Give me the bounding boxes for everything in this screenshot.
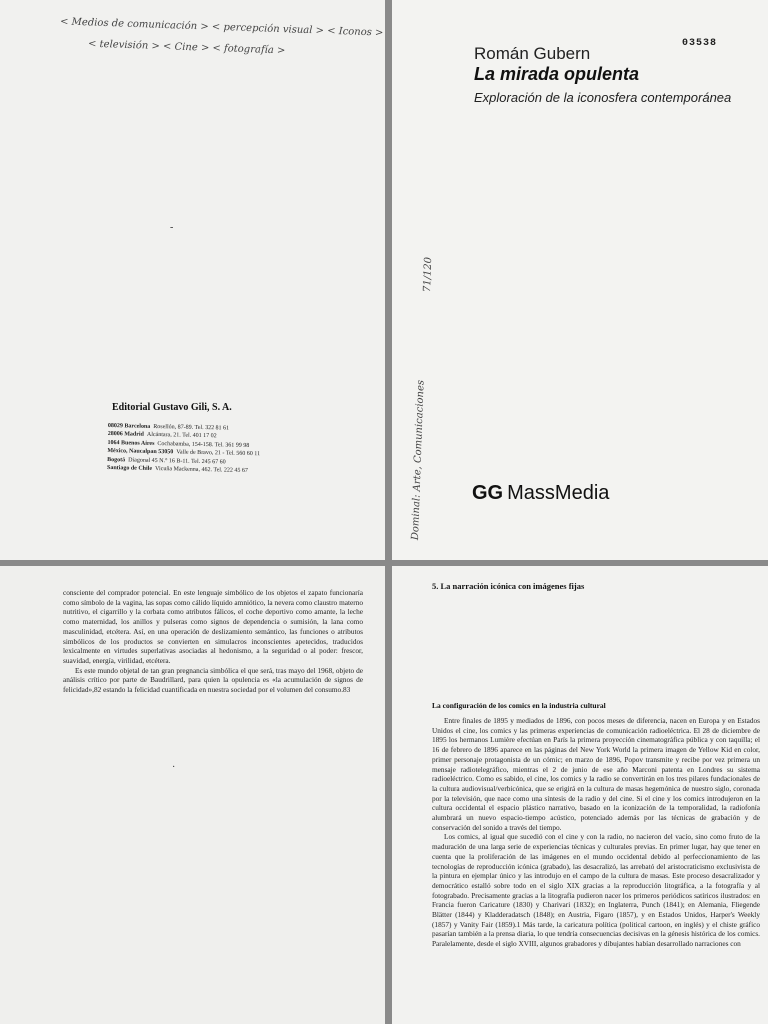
- series-brand: [472, 482, 609, 505]
- address-line: 28006 Madrid Alcántara, 21. Tel. 401 17 02: [107, 431, 217, 440]
- right-page-body: [432, 716, 760, 949]
- address-line: 1064 Buenos Aires Cochabamba, 154-158. Tel. 361 99 98: [107, 439, 250, 449]
- chapter-title: 5. La narración icónica con imágenes fijas: [432, 581, 585, 591]
- address-line: Santiago de Chile Vicuña Mackenna, 462. Tel. 222 45 67: [106, 465, 249, 474]
- paragraph: Los comics, al igual que sucedió con el cine y con la radio, no nacieron del vacío, sino como fruto de la maduración de una larga serie de experiencias técnicas y culturales previas. En primer lugar, hay que tener en cuenta que la proliferación de las imágenes en el mundo occidental debido al perfeccionamiento de las tecnologías de reproducción icónica (grabado), las desacralizó, las arrebató del aristocraticismo exclusivista de la pintura en ejemplar único y las introdujo en el campo de la cultura de masas. Este proceso desacralizador y democrático estalló sobre todo en el siglo XIX gracias a la reproducción litográfica, a la fotografía y al fotograbado. Precisamente gracias a la litografía pudieron nacer los primeros periódicos satíricos ilustrados: en Francia fueron Caricature (1830) y Charivari (1832); en Inglaterra, Punch (1841); en Alemania, Fliegende Blätter (1844) y Kladderadatsch (1848); en Austria, Figaro (1857), y en Estados Unidos, Harper's Weekly (1857) y Vanity Fair (1859).1 Más tarde, la caricatura política (political cartoon, en inglés) y el chiste gráfico pasarían también a la prensa diaria, lo que tendría consecuencias decisivas en la génesis histórica de los comics. Paralelamente, desde el siglo XVIII, algunos grabadores y dibujantes habían desarrollado narraciones con: [432, 832, 760, 949]
- handwritten-keywords-line2: < televisión > < Cine > < fotografía >: [87, 38, 286, 57]
- left-text-page: [0, 566, 385, 1024]
- book-title: La mirada opulenta: [474, 64, 640, 84]
- address-line: México, Naucalpan 53050 Valle de Bravo, 21 - Tel. 560 60 11: [107, 448, 261, 458]
- inside-cover-page: [0, 0, 385, 560]
- handwritten-keywords-line1: < Medios de comunicación > < percepción visual > < Iconos >: [59, 16, 384, 39]
- pen-mark: ·: [172, 762, 176, 773]
- paragraph: consciente del comprador potencial. En este lenguaje simbólico de los objetos el zapato funcionaría como símbolo de la vagina, las sopas como cálido líquido amniótico, la nevera como claustro materno nutritivo, el cigarrillo y la corbata como atributos fálicos, el coche deportivo como amante, la leche como maternidad, los anillos y pulseras como signos de dependencia o sumisión, la lana como masculinidad, etcétera. Así, en una operación de deslizamiento semántico, las funciones o atributos simbólicos de los productos se convierten en simulacros inconscientes apetecidos, traducidos lexicalmente en virtudes superlativas asociadas al hedonismo, a la seguridad o al poder: frescor, suavidad, energía, virilidad, etcétera.: [63, 588, 363, 665]
- catalog-number: 03538: [682, 38, 718, 49]
- right-text-page: [392, 566, 768, 1024]
- book-subtitle: Exploración de la iconosfera contemporánea: [474, 90, 732, 105]
- series-name: MassMedia: [507, 482, 610, 504]
- paragraph: Es este mundo objetal de tan gran pregnancia simbólica el que será, tras mayo del 1968, objeto de análisis crítico por parte de Baudrillard, para quien la opulencia es «la acumulación de signos de felicidad»,82 estando la felicidad cuantificada en nuestra sociedad por el volumen del consumo.83: [63, 665, 363, 695]
- publisher-name: Editorial Gustavo Gili, S. A.: [112, 402, 232, 413]
- book-author: Román Gubern: [474, 44, 591, 63]
- handwritten-vertical-number: 71/120: [422, 256, 435, 293]
- title-page: [392, 0, 768, 560]
- paragraph: Entre finales de 1895 y mediados de 1896, con pocos meses de diferencia, nacen en Europa y en Estados Unidos el cine, los comics y las primeras experiencias de comunicación radioeléctrica. El 28 de diciembre de 1895 los hermanos Lumière efectúan en París la primera proyección cinematográfica pública y con taquilla; el 16 de febrero de 1896 aparece en las páginas del New York World la primera imagen de Yellow Kid en color, primer personaje protagonista de un cómic; en marzo de 1896, Popov transmite y recibe por vez primera un mensaje radiotelegráfico, mientras el 2 de junio de ese año Marconi patenta en Londres su sistema radioeléctrico. Como es sabido, el cine, los comics y la radio se convertirán en los tres pilares fundacionales de la cultura audiovisual/verbicónica, que se erigirá en la cultura de masas hegemónica de nuestro siglo, coronada por la televisión, que nace como una síntesis de la radio y del cine. Si el cine y los comics introdujeron en la cultura occidental el espacio plástico narrativo, basado en la iconización de la temporalidad, la radiofonía alumbrará un nuevo espacio-tiempo acústico, potenciado además por las técnicas de grabación y de conservación del sonido a través del tiempo.: [432, 716, 760, 832]
- section-title: La configuración de los comics en la industria cultural: [432, 701, 606, 710]
- gg-logo: GG: [472, 482, 504, 504]
- publisher-addresses: [107, 422, 261, 476]
- left-page-body: [63, 588, 363, 695]
- handwritten-vertical-note: Dominal: Arte, Comunicaciones: [410, 379, 427, 541]
- address-line: 08029 Barcelona Rosellón, 87-89. Tel. 322 81 61: [107, 422, 230, 432]
- pen-mark: -: [170, 222, 174, 233]
- address-line: Bogotá Diagonal 45 N.° 16 B-11. Tel. 245 67 60: [107, 456, 226, 466]
